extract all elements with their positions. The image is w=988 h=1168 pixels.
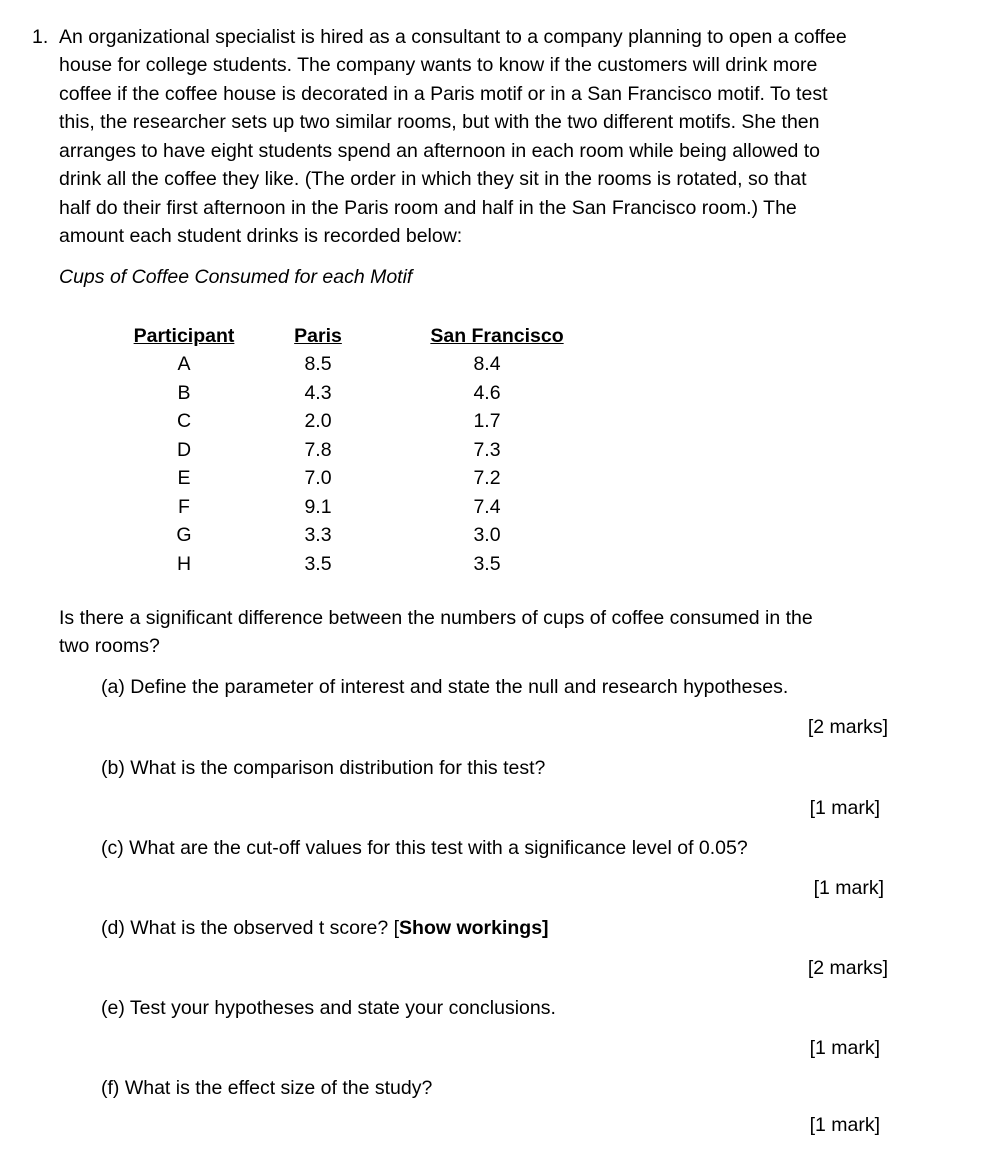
cell-paris: 8.5 bbox=[304, 353, 332, 375]
cell-paris: 2.0 bbox=[304, 410, 332, 432]
prompt-line: Is there a significant difference between the numbers of cups of coffee consumed in the bbox=[59, 607, 813, 629]
table-title: Cups of Coffee Consumed for each Motif bbox=[59, 266, 413, 288]
cell-san-francisco: 3.0 bbox=[473, 524, 501, 546]
header-participant: Participant bbox=[133, 325, 235, 347]
cell-participant: H bbox=[176, 553, 192, 575]
part-e-text: (e) Test your hypotheses and state your conclusions. bbox=[101, 997, 556, 1019]
header-san-francisco: San Francisco bbox=[430, 325, 564, 347]
cell-participant: G bbox=[176, 524, 192, 546]
cell-san-francisco: 7.4 bbox=[473, 496, 501, 518]
cell-participant: A bbox=[177, 353, 191, 375]
cell-participant: F bbox=[178, 496, 190, 518]
cell-paris: 9.1 bbox=[304, 496, 332, 518]
cell-participant: C bbox=[176, 410, 192, 432]
cell-paris: 4.3 bbox=[304, 382, 332, 404]
part-d-text bbox=[101, 917, 549, 940]
header-paris: Paris bbox=[294, 325, 342, 347]
cell-paris: 7.8 bbox=[304, 439, 332, 461]
part-f-marks: [1 mark] bbox=[809, 1114, 880, 1136]
part-a-text: (a) Define the parameter of interest and state the null and research hypotheses. bbox=[101, 676, 789, 698]
part-b-marks: [1 mark] bbox=[809, 797, 880, 819]
cell-participant: E bbox=[177, 467, 191, 489]
cell-san-francisco: 7.2 bbox=[473, 467, 501, 489]
question-line: house for college students. The company wants to know if the customers will drink more bbox=[59, 54, 818, 76]
part-a-marks: [2 marks] bbox=[807, 716, 888, 738]
part-d-marks: [2 marks] bbox=[807, 957, 888, 979]
question-line: half do their first afternoon in the Paris room and half in the San Francisco room.) The bbox=[59, 197, 797, 219]
question-line: drink all the coffee they like. (The order in which they sit in the rooms is rotated, so that bbox=[59, 168, 807, 190]
part-e-marks: [1 mark] bbox=[809, 1037, 880, 1059]
cell-paris: 3.5 bbox=[304, 553, 332, 575]
cell-paris: 3.3 bbox=[304, 524, 332, 546]
prompt-line: two rooms? bbox=[59, 635, 160, 657]
cell-participant: D bbox=[176, 439, 192, 461]
cell-san-francisco: 8.4 bbox=[473, 353, 501, 375]
question-number: 1. bbox=[32, 26, 49, 48]
question-line: amount each student drinks is recorded below: bbox=[59, 225, 463, 247]
question-line: arranges to have eight students spend an afternoon in each room while being allowed to bbox=[59, 140, 821, 162]
cell-san-francisco: 1.7 bbox=[473, 410, 501, 432]
cell-paris: 7.0 bbox=[304, 467, 332, 489]
cell-san-francisco: 7.3 bbox=[473, 439, 501, 461]
part-c-text: (c) What are the cut-off values for this test with a significance level of 0.05? bbox=[101, 837, 748, 859]
question-line: coffee if the coffee house is decorated in a Paris motif or in a San Francisco motif. To test bbox=[59, 83, 828, 105]
part-f-text: (f) What is the effect size of the study? bbox=[101, 1077, 433, 1099]
question-line: this, the researcher sets up two similar rooms, but with the two different motifs. She then bbox=[59, 111, 820, 133]
part-c-marks: [1 mark] bbox=[813, 877, 884, 899]
cell-participant: B bbox=[177, 382, 191, 404]
part-d-bold: Show workings] bbox=[399, 917, 549, 939]
part-d-label: (d) What is the observed t score? [ bbox=[101, 917, 400, 939]
cell-san-francisco: 3.5 bbox=[473, 553, 501, 575]
cell-san-francisco: 4.6 bbox=[473, 382, 501, 404]
question-line: An organizational specialist is hired as a consultant to a company planning to open a coffee bbox=[59, 26, 847, 48]
part-b-text: (b) What is the comparison distribution for this test? bbox=[101, 757, 546, 779]
